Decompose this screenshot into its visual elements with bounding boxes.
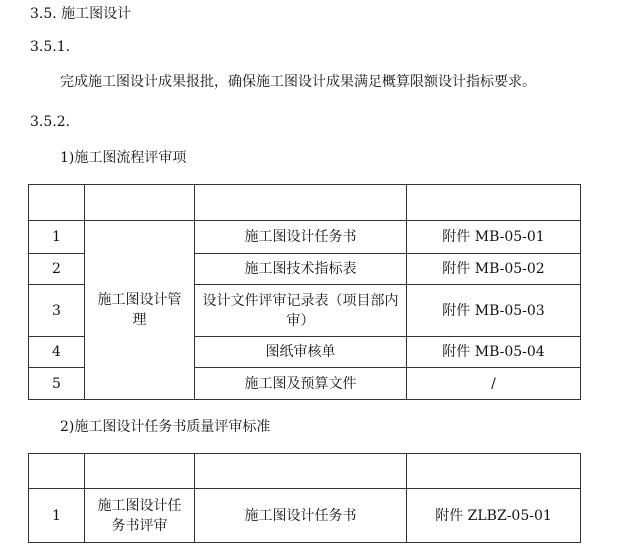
row-number: 2 — [29, 254, 85, 285]
section-number: 3.5. — [30, 6, 57, 22]
attachment-cell: 附件 MB-05-01 — [407, 221, 581, 254]
attachment-cell: / — [407, 368, 581, 400]
table2-header-cell — [195, 454, 407, 489]
table1 — [28, 184, 581, 400]
table-row — [29, 489, 581, 543]
table2 — [28, 453, 581, 543]
row-number: 1 — [29, 489, 85, 543]
subsection-1-number: 3.5.1. — [30, 39, 71, 55]
row-number: 1 — [29, 221, 85, 254]
table2-header-cell — [29, 454, 85, 489]
section-title: 施工图设计 — [61, 6, 132, 22]
table2-caption: 2)施工图设计任务书质量评审标准 — [60, 419, 271, 435]
table1-header-cell — [195, 185, 407, 221]
table2-header-cell — [85, 454, 195, 489]
row-number: 5 — [29, 368, 85, 400]
row-number: 4 — [29, 337, 85, 368]
table1-header-row — [29, 185, 581, 221]
section-heading — [30, 5, 131, 23]
subsection-1-paragraph: 完成施工图设计成果报批，确保施工图设计成果满足概算限额设计指标要求。 — [60, 74, 536, 90]
table1-caption: 1)施工图流程评审项 — [60, 150, 187, 166]
attachment-cell: 附件 MB-05-02 — [407, 254, 581, 285]
item-cell: 图纸审核单 — [195, 337, 407, 368]
table2-header-row — [29, 454, 581, 489]
category-label: 施工图设计管理 — [97, 292, 182, 328]
table-row — [29, 221, 581, 254]
row-number: 3 — [29, 285, 85, 337]
attachment-cell: 附件 MB-05-04 — [407, 337, 581, 368]
table2-header-cell — [407, 454, 581, 489]
subsection-2-number: 3.5.2. — [30, 114, 71, 130]
item-cell: 施工图设计任务书 — [195, 221, 407, 254]
table1-header-cell — [85, 185, 195, 221]
category-cell — [85, 221, 195, 400]
table1-header-cell — [407, 185, 581, 221]
item-cell: 施工图技术指标表 — [195, 254, 407, 285]
table1-header-cell — [29, 185, 85, 221]
attachment-cell: 附件 ZLBZ-05-01 — [407, 489, 581, 543]
attachment-cell: 附件 MB-05-03 — [407, 285, 581, 337]
category-label: 施工图设计任务书评审 — [97, 497, 182, 534]
item-cell — [195, 285, 407, 337]
item-cell: 施工图设计任务书 — [195, 489, 407, 543]
category-cell — [85, 489, 195, 543]
item-label: 设计文件评审记录表（项目部内审） — [202, 292, 399, 329]
item-cell: 施工图及预算文件 — [195, 368, 407, 400]
